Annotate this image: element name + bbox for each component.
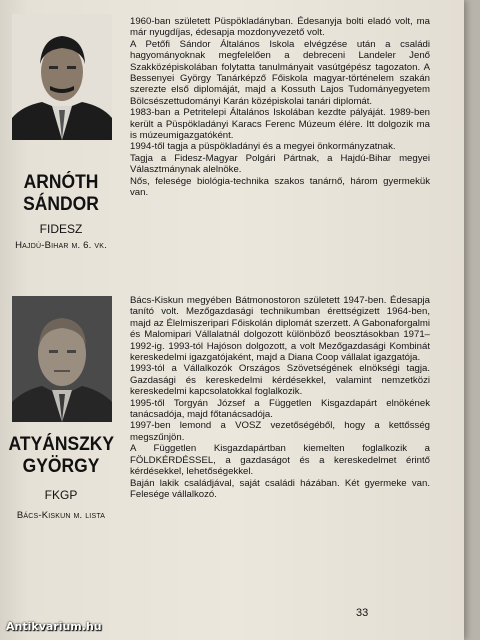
party-label: FIDESZ: [39, 222, 83, 236]
name-line2: GYÖRGY: [22, 456, 100, 477]
person-name-arnoth: [9, 172, 114, 216]
bio-paragraph: 1993-tól a Vállalkozók Országos Szövetségének elnökségi tagja. Gazdasági és kereskedelmi kérdésekkel, valamint nemzetközi kereskedelmi kapcsolatokkal foglalkozik.: [130, 363, 430, 398]
watermark-text: Antikvarium.hu: [6, 620, 102, 633]
bio-paragraph: Baján lakik családjával, saját családi házában. Két gyermeke van. Felesége vállalkozó.: [130, 477, 430, 500]
bio-paragraph: Bács-Kiskun megyében Bátmonostoron született 1947-ben. Édesapja tanító volt. Mezőgazdasági technikumban érettségizett 1964-ben, majd az Élelmiszeripari Főiskolán diplomát szerzett. A Gabonaforgalmi és Malomipari Vállalatnál dolgozott különböző beosztásokban 1971–1992-ig. 1993-tól Hajóson dolgozott, a volt Mezőgazdasági Kombinát kereskedelmi igazgatójaként, majd a Diana Coop vállalat igazgatója.: [130, 295, 430, 364]
bio-text-arnoth: [130, 16, 430, 199]
bio-paragraph: A Petőfi Sándor Általános Iskola elvégzése után a családi hagyományoknak megfelelően a debreceni Landeler Jenő Szakközépiskolában folytatta tanulmányait vasútgépész tagozaton. A Bessenyei György Tanárképző Főiskola magyar-történelem szakán szerezte első diplomáját, majd a Kossuth Lajos Tudományegyetem Bölcsészettudományi Karán középiskolai tanári diplomát.: [130, 38, 430, 107]
district-label: Bács-Kiskun m. lista: [16, 510, 106, 521]
bio-paragraph: 1997-ben lemond a VOSZ vezetőségéből, hogy a kettősség megszűnjön.: [130, 420, 430, 443]
bio-paragraph: 1994-től tagja a püspökladányi és a megyei önkormányzatnak.: [130, 141, 396, 153]
name-line1: ATYÁNSZKY: [8, 434, 115, 455]
bio-paragraph: Nős, felesége biológia-technika szakos tanárnő, három gyermekük van.: [130, 175, 430, 199]
portrait-photo-atyanszky: [12, 296, 112, 422]
bio-paragraph: 1995-től Torgyán József a Független Kisgazdapárt elnökének tanácsadója, majd főtanácsadója.: [130, 397, 430, 421]
name-line2: SÁNDOR: [23, 194, 99, 215]
portrait-photo-arnoth: [12, 14, 112, 140]
district-label: Hajdú-Bihar m. 6. vk.: [15, 240, 107, 251]
bio-text-atyanszky: [130, 295, 430, 500]
party-label: FKGP: [44, 488, 78, 502]
bio-paragraph: 1983-ban a Petritelepi Általános Iskolában kezdte pályáját. 1989-ben került a Püspökladányi Karacs Ferenc Múzeum élére. Itt dolgozik ma is múzeumigazgatóként.: [130, 107, 430, 142]
bio-paragraph: 1960-ban született Püspökladányban. Édesanyja bolti eladó volt, ma már nyugdíjas, édesapja mozdonyvezető volt.: [130, 16, 430, 39]
bio-paragraph: Tagja a Fidesz-Magyar Polgári Pártnak, a Hajdú-Bihar megyei Választmánynak alelnöke.: [130, 152, 430, 176]
bio-paragraph: A Független Kisgazdapártban kiemelten foglalkozik a FÖLDKÉRDÉSSEL, a gazdaságot és a kereskedelmet érintő kérdésekkel, lehetőségekkel.: [130, 443, 430, 478]
person-name-atyanszky: [9, 434, 114, 478]
name-line1: ARNÓTH: [23, 172, 99, 193]
page-number: 33: [356, 607, 369, 619]
